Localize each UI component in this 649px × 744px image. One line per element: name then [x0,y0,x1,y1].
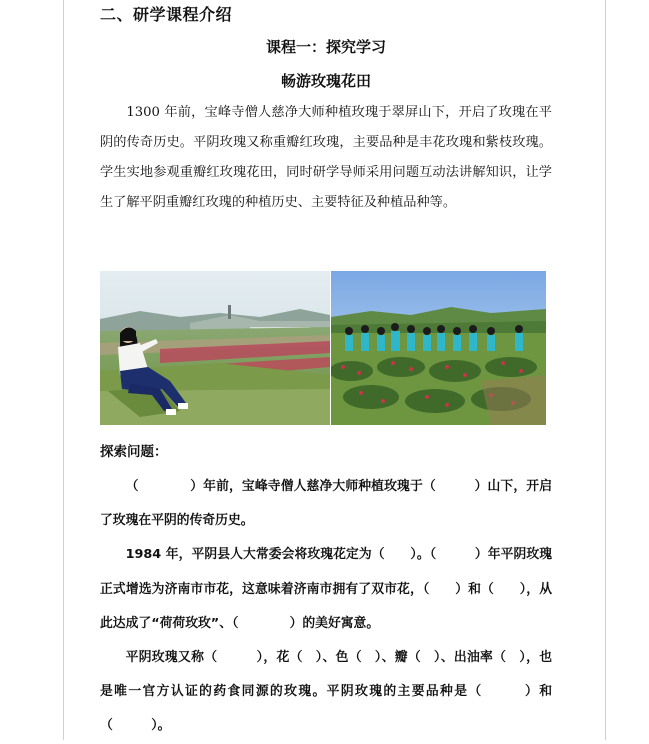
course-subtitle: 畅游玫瑰花田 [280,72,371,90]
question-3: 平阴玫瑰又称（ ），花（ ）、色（ ）、瓣（ ）、出油率（ ），也是唯一官方认证的药食同源的玫瑰。平阴玫瑰的主要品种是（ ）和（ ）。 [100,650,552,734]
page-left-border [63,0,64,740]
question-2: 1984 年，平阴县人大常委会将玫瑰花定为（ ）。（ ）年平阴玫瑰正式增选为济南市市花，这意味着济南市拥有了双市花，（ ）和（ ），从此达成了“荷荷玫玫”、（ ）的美好寓意。 [100,547,552,631]
explore-questions [100,470,552,744]
course-title: 课程一：探究学习 [265,38,386,56]
intro-paragraph: 1300 年前，宝峰寺僧人慈净大师种植玫瑰于翠屏山下，开启了玫瑰在平阴的传奇历史。平阴玫瑰又称重瓣红玫瑰，主要品种是丰花玫瑰和紫枝玫瑰。学生实地参观重瓣红玫瑰花田，同时研学导师采用问题互动法讲解知识，让学生了解平阴重瓣红玫瑰的种植历史、主要特征及种植品种等。 [100,105,552,210]
students-in-rose-field-photo [331,271,546,425]
girl-sitting-on-hillside-photo [100,271,330,425]
section-title: 二、研学课程介绍 [100,5,233,24]
intro-section [100,98,552,218]
page-right-border [605,0,606,740]
photo-row [100,271,546,425]
explore-questions-label: 探索问题： [100,444,168,460]
question-1: （ ）年前，宝峰寺僧人慈净大师种植玫瑰于（ ）山下，开启了玫瑰在平阴的传奇历史。 [100,479,552,529]
